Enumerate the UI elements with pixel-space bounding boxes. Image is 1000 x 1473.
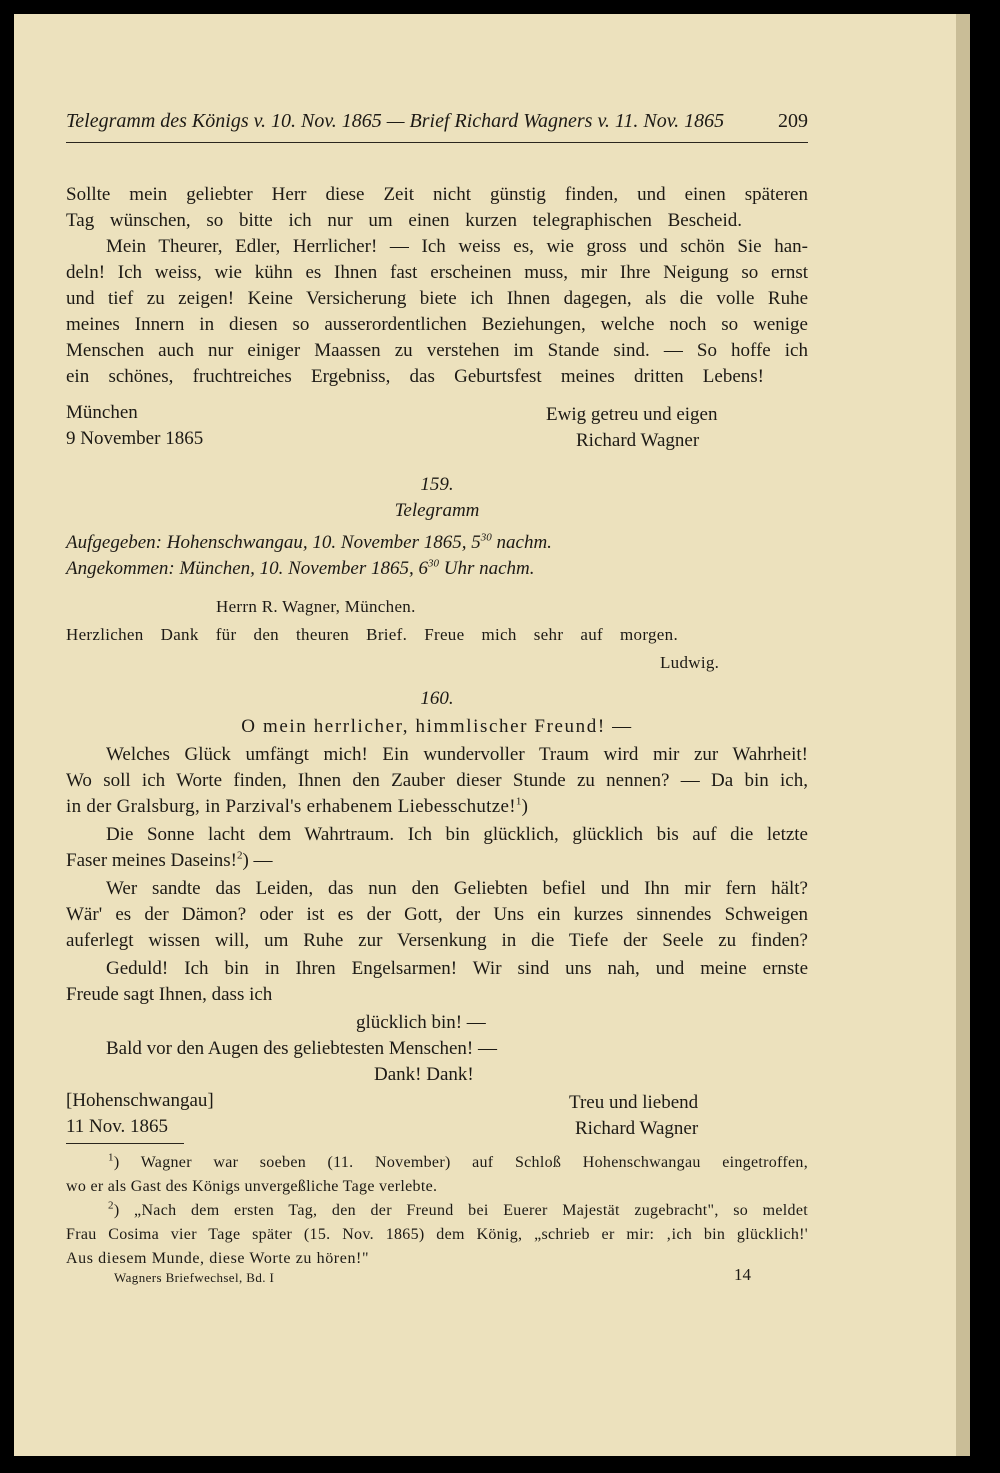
received-suffix: Uhr nachm. xyxy=(443,558,535,579)
footnote-1-line: $^1$) Wagner war soeben (11. November) auf Schloß Hohenschwangau eingetroffen, xyxy=(108,1151,809,1171)
telegram-sent-line xyxy=(66,530,552,556)
footnote-2-line: Frau Cosima vier Tage später (15. Nov. 1865) dem König, „schrieb er mir: ‚ich bin glücklich!' xyxy=(66,1226,808,1243)
letter-signature: Richard Wagner xyxy=(575,1118,699,1139)
book-page xyxy=(14,14,956,1456)
text-line: ein schönes, fruchtreiches Ergebniss, das Geburtsfest meines dritten Lebens! xyxy=(66,366,764,387)
received-time-minutes: 30 xyxy=(427,557,439,570)
signature-line: Wagners Briefwechsel, Bd. I xyxy=(114,1270,275,1285)
text-line: und tief zu zeigen! Keine Versicherung biete ich Ihnen dagegen, als die volle Ruhe xyxy=(66,288,808,309)
document-number: 159. xyxy=(420,474,454,495)
footnote-2-line: $^2$) „Nach dem ersten Tag, den der Freund bei Euerer Majestät zugebracht", so meldet xyxy=(108,1199,808,1219)
running-header xyxy=(66,110,808,143)
telegram-body: Herzlichen Dank für den theuren Brief. Freue mich sehr auf morgen. xyxy=(66,625,678,644)
letter-place: München xyxy=(66,402,138,423)
page-number: 209 xyxy=(778,110,808,132)
text-line: Tag wünschen, so bitte ich nur um einen kurzen telegraphischen Bescheid. xyxy=(66,210,742,231)
document-number: 160. xyxy=(420,688,454,709)
letter-salutation: O mein herrlicher, himmlischer Freund! — xyxy=(241,716,633,737)
telegram-signature: Ludwig. xyxy=(660,653,720,672)
text-line: Menschen auch nur einiger Maassen zu verstehen im Stande sind. — So hoffe ich xyxy=(66,340,808,361)
signature-number: 14 xyxy=(734,1265,751,1284)
telegram-address: Herrn R. Wagner, München. xyxy=(216,597,416,616)
text-line: deln! Ich weiss, wie kühn es Ihnen fast erscheinen muss, mir Ihre Neigung so ernst xyxy=(66,262,808,283)
text-line: Wer sandte das Leiden, das nun den Geliebten befiel und Ihn mir fern hält? xyxy=(106,878,808,899)
text-line: Geduld! Ich bin in Ihren Engelsarmen! Wir sind uns nah, und meine ernste xyxy=(106,958,808,979)
text-line: meines Innern in diesen so ausserordentlichen Beziehungen, welche noch so wenige xyxy=(66,314,808,335)
text-line: Faser meines Daseins!$^2$) — xyxy=(66,849,273,871)
text-line: Dank! Dank! xyxy=(374,1064,474,1085)
sent-time: 5 xyxy=(471,532,481,553)
text-line: Die Sonne lacht dem Wahrtraum. Ich bin glücklich, glücklich bis auf die letzte xyxy=(106,824,808,845)
letter-closing: Ewig getreu und eigen xyxy=(546,404,718,425)
document-title: Telegramm xyxy=(394,500,480,521)
text-line: Freude sagt Ihnen, dass ich xyxy=(66,984,273,1005)
sent-time-minutes: 30 xyxy=(480,531,492,544)
letter-date: 9 November 1865 xyxy=(66,428,204,449)
running-title: Telegramm des Königs v. 10. Nov. 1865 — Brief Richard Wagners v. 11. Nov. 1865 xyxy=(66,110,725,132)
telegram-received-line xyxy=(66,556,535,582)
received-label: Angekommen: xyxy=(66,558,175,579)
footnote-rule xyxy=(66,1143,184,1144)
text-line: Bald vor den Augen des geliebtesten Menschen! — xyxy=(106,1038,497,1059)
text-line: Wo soll ich Worte finden, Ihnen den Zauber dieser Stunde zu nennen? — Da bin ich, xyxy=(66,770,808,791)
letter-place: [Hohenschwangau] xyxy=(66,1090,214,1111)
footnote-1-line: wo er als Gast des Königs unvergeßliche Tage verlebte. xyxy=(66,1178,438,1195)
footnote-2-line: Aus diesem Munde, diese Worte zu hören!" xyxy=(66,1250,370,1267)
text-line: in der Gralsburg, in Parzival's erhabenem Liebesschutze!$^1$) xyxy=(66,795,529,817)
letter-closing: Treu und liebend xyxy=(569,1092,699,1113)
letter-signature: Richard Wagner xyxy=(576,430,700,451)
text-line: glücklich bin! — xyxy=(356,1012,486,1033)
received-time: 6 xyxy=(418,558,428,579)
sent-place-date: Hohenschwangau, 10. November 1865, xyxy=(166,532,467,553)
sent-label: Aufgegeben: xyxy=(66,532,163,553)
text-line: Wär' es der Dämon? oder ist es der Gott, der Uns ein kurzes sinnendes Schweigen xyxy=(66,904,808,925)
page-edge xyxy=(956,14,970,1456)
received-place-date: München, 10. November 1865, xyxy=(179,558,414,579)
letter-date: 11 Nov. 1865 xyxy=(66,1116,169,1137)
text-line: Sollte mein geliebter Herr diese Zeit nicht günstig finden, und einen späteren xyxy=(66,184,808,205)
text-line: auferlegt wissen will, um Ruhe zur Versenkung in die Tiefe der Seele zu finden? xyxy=(66,930,808,951)
sent-suffix: nachm. xyxy=(496,532,552,553)
text-line: Welches Glück umfängt mich! Ein wundervoller Traum wird mir zur Wahrheit! xyxy=(106,744,808,765)
text-line: Mein Theurer, Edler, Herrlicher! — Ich weiss es, wie gross und schön Sie han- xyxy=(106,236,808,257)
